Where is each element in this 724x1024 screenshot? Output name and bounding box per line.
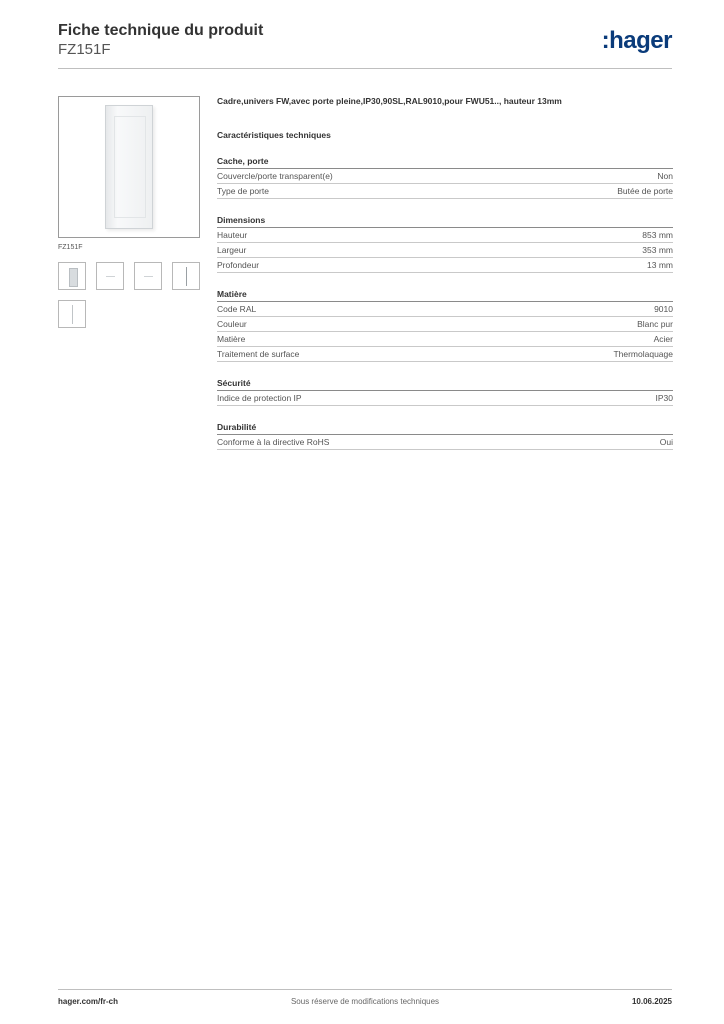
spec-row <box>217 184 673 199</box>
spec-value: 9010 <box>654 304 673 314</box>
spec-label: Couleur <box>217 319 247 329</box>
page-title: Fiche technique du produit <box>58 22 264 39</box>
section-title: Durabilité <box>217 422 673 435</box>
spec-label: Code RAL <box>217 304 257 314</box>
spec-value: Thermolaquage <box>613 349 673 359</box>
spec-value: Blanc pur <box>637 319 673 329</box>
footer-website-link[interactable]: hager.com/fr-ch <box>58 997 119 1006</box>
spec-label: Profondeur <box>217 260 260 270</box>
spec-row <box>217 302 673 317</box>
spec-label: Largeur <box>217 245 247 255</box>
spec-row <box>217 391 673 406</box>
spec-row <box>217 347 673 362</box>
tech-characteristics-heading: Caractéristiques techniques <box>217 130 331 140</box>
section-title: Cache, porte <box>217 156 673 169</box>
section-dimensions <box>217 215 673 273</box>
image-caption: FZ151F <box>58 244 83 251</box>
section-matiere <box>217 289 673 362</box>
spec-value: 13 mm <box>647 260 673 270</box>
page-header <box>58 21 672 59</box>
spec-row <box>217 228 673 243</box>
spec-label: Indice de protection IP <box>217 393 302 403</box>
door-frame-illustration <box>105 105 153 229</box>
spec-label: Hauteur <box>217 230 248 240</box>
hager-logo: :hager <box>601 27 672 54</box>
section-title: Sécurité <box>217 378 673 391</box>
thumbnail-5[interactable] <box>58 300 86 328</box>
spec-value: IP30 <box>655 393 673 403</box>
spec-row <box>217 332 673 347</box>
thumbnail-1[interactable] <box>58 262 86 290</box>
section-title: Dimensions <box>217 215 673 228</box>
spec-label: Traitement de surface <box>217 349 300 359</box>
thumbnail-2[interactable] <box>96 262 124 290</box>
spec-value: Oui <box>659 437 673 447</box>
spec-row <box>217 317 673 332</box>
product-description: Cadre,univers FW,avec porte pleine,IP30,90SL,RAL9010,pour FWU51.., hauteur 13mm <box>217 96 562 106</box>
product-reference: FZ151F <box>58 41 111 58</box>
section-cache-porte <box>217 156 673 199</box>
section-securite <box>217 378 673 406</box>
thumbnail-4[interactable] <box>172 262 200 290</box>
spec-value: 353 mm <box>642 245 673 255</box>
spec-value: 853 mm <box>642 230 673 240</box>
header-divider <box>58 68 672 69</box>
footer-date: 10.06.2025 <box>631 997 672 1006</box>
spec-value: Butée de porte <box>617 186 673 196</box>
spec-row <box>217 169 673 184</box>
product-image <box>58 96 200 238</box>
spec-label: Conforme à la directive RoHS <box>217 437 330 447</box>
spec-row <box>217 243 673 258</box>
footer-disclaimer: Sous réserve de modifications techniques <box>290 997 440 1006</box>
spec-value: Non <box>657 171 673 181</box>
spec-label: Couvercle/porte transparent(e) <box>217 171 333 181</box>
section-title: Matière <box>217 289 673 302</box>
spec-label: Type de porte <box>217 186 269 196</box>
spec-value: Acier <box>653 334 673 344</box>
thumbnail-3[interactable] <box>134 262 162 290</box>
spec-label: Matière <box>217 334 246 344</box>
footer-divider <box>58 989 672 990</box>
spec-row <box>217 258 673 273</box>
spec-row <box>217 435 673 450</box>
product-details <box>217 96 673 450</box>
section-durabilite <box>217 422 673 450</box>
